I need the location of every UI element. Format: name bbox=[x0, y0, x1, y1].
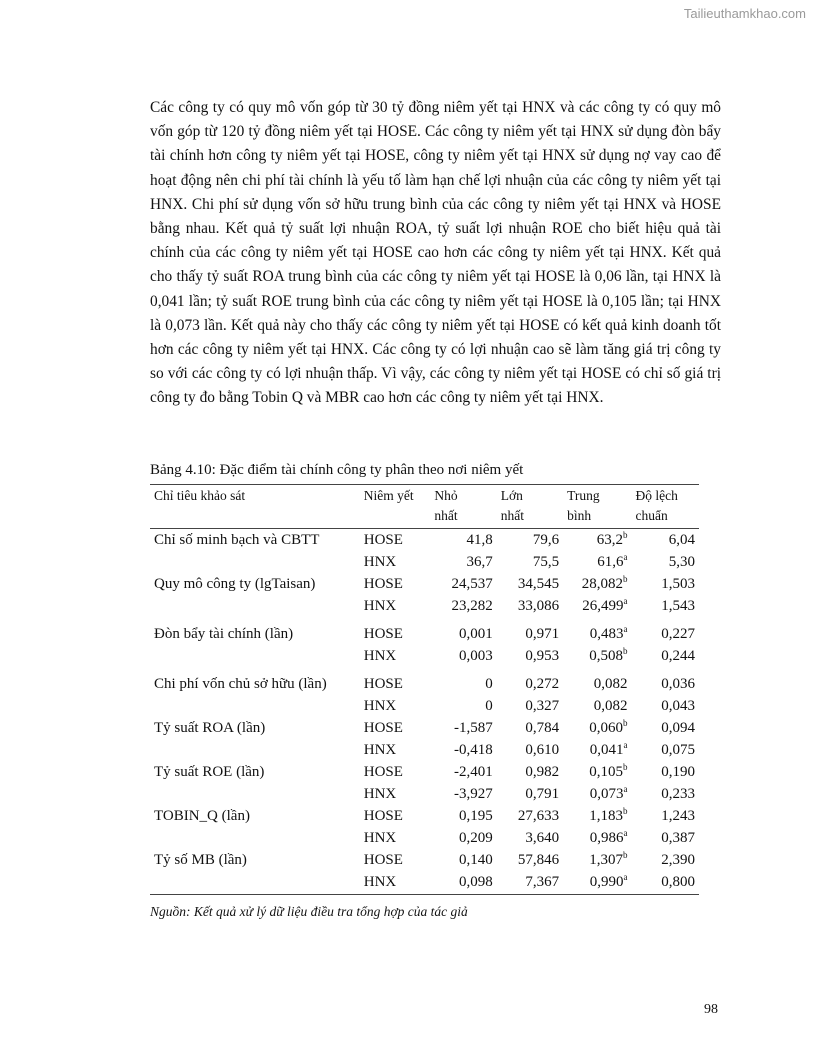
cell-exchange: HNX bbox=[363, 741, 397, 758]
cell-mean: 61,6$^a$ bbox=[597, 551, 628, 570]
header-sd: Độ lệch chuẩn bbox=[632, 485, 699, 529]
significance-marker: a bbox=[623, 623, 628, 634]
cell-exchange: HOSE bbox=[363, 763, 403, 780]
body-paragraph: Các công ty có quy mô vốn góp từ 30 tỷ đồng niêm yết tại HNX và các công ty có quy mô vốn góp từ 120 tỷ đồng niêm yết tại HOSE. Các công ty niêm yết tại HNX sử dụng đòn bẩy tài chính hơn công ty niêm yết tại HOSE, công ty niêm yết tại HNX sử dụng nợ vay cao để hoạt động nên chi phí tài chính là yếu tố làm hạn chế lợi nhuận của các công ty niêm yết tại HNX. Chi phí sử dụng vốn sở hữu trung bình của các công ty niêm yết tại HNX và HOSE bằng nhau. Kết quả tỷ suất lợi nhuận ROA, tỷ suất lợi nhuận ROE cho biết hiệu quả tài chính của các công ty niêm yết tại HOSE cao hơn các công ty niêm yết tại HNX. Kết quả cho thấy tỷ suất ROA trung bình của các công ty niêm yết tại HOSE là 0,06 lần, tại HNX là 0,041 lần; tỷ suất ROE trung bình của các công ty niêm yết tại HOSE là 0,105 lần; tại HNX là 0,073 lần. Kết quả này cho thấy các công ty niêm yết tại HOSE có kết quả kinh doanh tốt hơn các công ty niêm yết tại HNX. Các công ty có lợi nhuận cao sẽ làm tăng giá trị công ty so với các công ty có lợi nhuận thấp. Vì vậy, các công ty niêm yết tại HOSE có chỉ số giá trị công ty đo bằng Tobin Q và MBR cao hơn các công ty niêm yết tại HNX. bbox=[150, 99, 721, 407]
cell-exchange: HNX bbox=[363, 553, 397, 570]
cell-exchange: HOSE bbox=[363, 531, 403, 548]
cell-exchange: HNX bbox=[363, 597, 397, 614]
cell-indicator bbox=[150, 871, 360, 895]
table-row bbox=[150, 739, 699, 761]
cell-mean: 0,986$^a$ bbox=[589, 827, 628, 846]
cell-sd: 1,243 bbox=[661, 807, 695, 824]
cell-max: 79,6 bbox=[532, 531, 560, 548]
cell-max: 0,610 bbox=[525, 741, 560, 758]
table-row bbox=[150, 783, 699, 805]
cell-max: 33,086 bbox=[517, 597, 560, 614]
header-mean: Trung bình bbox=[563, 485, 631, 529]
table-row bbox=[150, 529, 699, 552]
cell-min: 0 bbox=[485, 675, 493, 692]
cell-indicator: Tỷ suất ROA (lần) bbox=[154, 719, 266, 736]
table-row bbox=[150, 761, 699, 783]
cell-mean: 0,060$^b$ bbox=[589, 717, 628, 736]
cell-mean: 0,990$^a$ bbox=[563, 871, 631, 895]
table-caption: Bảng 4.10: Đặc điểm tài chính công ty phân theo nơi niêm yết bbox=[150, 462, 524, 478]
cell-sd: 0,800 bbox=[632, 871, 699, 895]
table-row bbox=[150, 871, 699, 895]
cell-min: 41,8 bbox=[466, 531, 493, 548]
significance-marker: a bbox=[623, 827, 628, 838]
table-row bbox=[150, 717, 699, 739]
header-exchange: Niêm yết bbox=[360, 485, 431, 529]
cell-sd: 0,190 bbox=[661, 763, 695, 780]
cell-indicator: Tỷ suất ROE (lần) bbox=[154, 763, 265, 780]
significance-marker: b bbox=[623, 805, 628, 816]
table-row bbox=[150, 645, 699, 667]
cell-mean: 1,183$^b$ bbox=[589, 805, 628, 824]
cell-mean: 26,499$^a$ bbox=[582, 595, 628, 614]
significance-marker: a bbox=[623, 783, 628, 794]
table-row bbox=[150, 695, 699, 717]
table-body bbox=[150, 529, 699, 895]
cell-mean: 1,307$^b$ bbox=[589, 849, 628, 868]
cell-min: -3,927 bbox=[453, 785, 493, 802]
header-min: Nhỏ nhất bbox=[430, 485, 496, 529]
header-max: Lớn nhất bbox=[497, 485, 563, 529]
cell-indicator bbox=[150, 783, 360, 805]
cell-max: 27,633 bbox=[517, 807, 560, 824]
cell-exchange: HOSE bbox=[363, 575, 403, 592]
table-row bbox=[150, 667, 699, 695]
cell-exchange: HOSE bbox=[363, 719, 403, 736]
cell-max: 7,367 bbox=[497, 871, 563, 895]
table-row bbox=[150, 595, 699, 617]
cell-sd: 0,075 bbox=[661, 741, 695, 758]
cell-mean: 63,2$^b$ bbox=[596, 529, 628, 548]
cell-mean: 0,041$^a$ bbox=[589, 739, 628, 758]
cell-exchange: HNX bbox=[363, 697, 397, 714]
cell-max: 57,846 bbox=[517, 851, 560, 868]
cell-min: 24,537 bbox=[451, 575, 493, 592]
cell-mean: 0,105$^b$ bbox=[589, 761, 628, 780]
cell-min: 0,209 bbox=[458, 829, 493, 846]
cell-exchange: HOSE bbox=[363, 625, 403, 642]
significance-marker: b bbox=[623, 529, 628, 540]
significance-marker: b bbox=[623, 849, 628, 860]
cell-min: 0,001 bbox=[458, 625, 493, 642]
significance-marker: b bbox=[623, 573, 628, 584]
cell-indicator: TOBIN_Q (lần) bbox=[154, 807, 250, 824]
cell-sd: 2,390 bbox=[661, 851, 695, 868]
cell-sd: 0,043 bbox=[661, 697, 695, 714]
cell-sd: 0,244 bbox=[661, 647, 695, 664]
cell-sd: 0,233 bbox=[661, 785, 695, 802]
cell-mean: 0,082 bbox=[593, 697, 628, 714]
table-row bbox=[150, 849, 699, 871]
cell-indicator: Tỷ số MB (lần) bbox=[154, 851, 247, 868]
table-header-row bbox=[150, 485, 699, 529]
cell-sd: 0,227 bbox=[661, 625, 695, 642]
cell-indicator: Đòn bẩy tài chính (lần) bbox=[154, 625, 294, 642]
cell-sd: 5,30 bbox=[668, 553, 695, 570]
cell-exchange: HNX bbox=[363, 785, 397, 802]
cell-mean: 0,073$^a$ bbox=[589, 783, 628, 802]
cell-indicator: Chỉ số minh bạch và CBTT bbox=[154, 531, 320, 548]
cell-sd: 1,543 bbox=[661, 597, 695, 614]
significance-marker: a bbox=[623, 871, 628, 882]
financial-stats-table bbox=[150, 484, 699, 895]
cell-sd: 1,503 bbox=[661, 575, 695, 592]
significance-marker: b bbox=[623, 761, 628, 772]
table-row bbox=[150, 617, 699, 645]
cell-exchange: HOSE bbox=[363, 675, 403, 692]
cell-exchange: HOSE bbox=[363, 851, 403, 868]
cell-min: -2,401 bbox=[453, 763, 493, 780]
significance-marker: a bbox=[623, 739, 628, 750]
cell-mean: 28,082$^b$ bbox=[581, 573, 628, 592]
cell-indicator bbox=[150, 551, 360, 573]
cell-sd: 0,387 bbox=[661, 829, 695, 846]
cell-max: 0,971 bbox=[525, 625, 560, 642]
cell-min: 36,7 bbox=[466, 553, 493, 570]
cell-min: 0,003 bbox=[458, 647, 493, 664]
cell-indicator bbox=[150, 827, 360, 849]
cell-sd: 0,094 bbox=[661, 719, 695, 736]
watermark: Tailieuthamkhao.com bbox=[683, 6, 806, 21]
cell-mean: 0,483$^a$ bbox=[589, 623, 628, 642]
table-row bbox=[150, 827, 699, 849]
cell-mean: 0,508$^b$ bbox=[589, 645, 628, 664]
significance-marker: b bbox=[623, 717, 628, 728]
cell-indicator bbox=[150, 739, 360, 761]
cell-max: 0,953 bbox=[525, 647, 560, 664]
table-row bbox=[150, 573, 699, 595]
significance-marker: b bbox=[623, 645, 628, 656]
cell-indicator: Quy mô công ty (lgTaisan) bbox=[154, 575, 316, 592]
significance-marker: a bbox=[623, 551, 628, 562]
cell-max: 34,545 bbox=[517, 575, 560, 592]
cell-max: 3,640 bbox=[525, 829, 560, 846]
cell-min: -0,418 bbox=[453, 741, 493, 758]
cell-sd: 6,04 bbox=[668, 531, 695, 548]
cell-min: 0,140 bbox=[458, 851, 493, 868]
cell-max: 0,791 bbox=[525, 785, 560, 802]
cell-min: 0,098 bbox=[430, 871, 496, 895]
cell-max: 0,784 bbox=[525, 719, 560, 736]
cell-min: 0 bbox=[485, 697, 493, 714]
cell-exchange: HOSE bbox=[363, 807, 403, 824]
cell-min: 23,282 bbox=[451, 597, 493, 614]
cell-indicator bbox=[150, 645, 360, 667]
cell-max: 0,272 bbox=[525, 675, 560, 692]
significance-marker: a bbox=[623, 595, 628, 606]
table-source-note: Nguồn: Kết quả xử lý dữ liệu điều tra tổng hợp của tác giả bbox=[150, 904, 468, 919]
cell-indicator bbox=[150, 595, 360, 617]
cell-mean: 0,082 bbox=[593, 675, 628, 692]
table-row bbox=[150, 551, 699, 573]
cell-min: -1,587 bbox=[453, 719, 493, 736]
cell-max: 0,982 bbox=[525, 763, 560, 780]
cell-exchange: HNX bbox=[360, 871, 431, 895]
cell-exchange: HNX bbox=[363, 829, 397, 846]
cell-max: 0,327 bbox=[525, 697, 560, 714]
cell-indicator bbox=[150, 695, 360, 717]
cell-max: 75,5 bbox=[532, 553, 560, 570]
cell-indicator: Chi phí vốn chủ sở hữu (lần) bbox=[154, 675, 327, 692]
cell-exchange: HNX bbox=[363, 647, 397, 664]
cell-min: 0,195 bbox=[458, 807, 493, 824]
page-number: 98 bbox=[704, 1002, 718, 1017]
table-row bbox=[150, 805, 699, 827]
header-indicator: Chỉ tiêu khảo sát bbox=[150, 485, 360, 529]
cell-sd: 0,036 bbox=[661, 675, 695, 692]
